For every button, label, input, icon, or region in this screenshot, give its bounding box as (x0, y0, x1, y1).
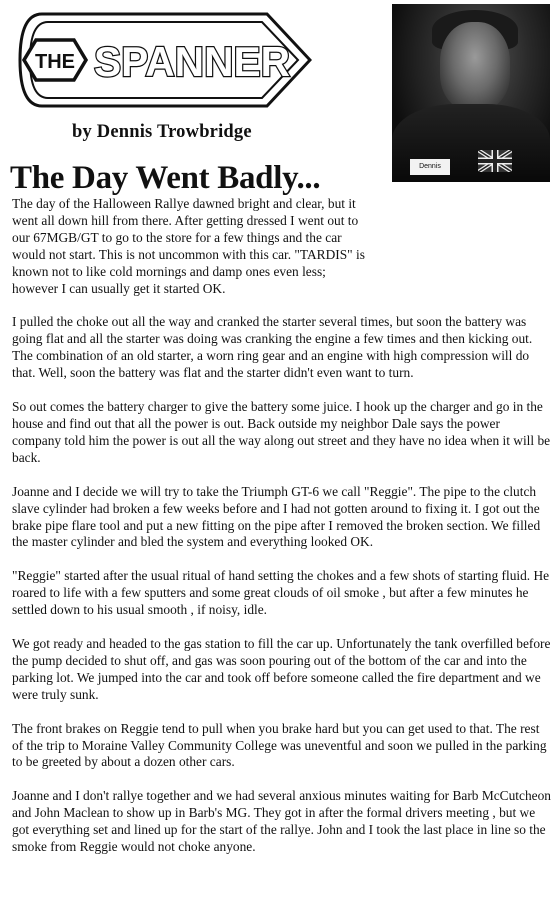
article-paragraph: "Reggie" started after the usual ritual of hand setting the chokes and a few shots of starting fluid. He roared to life with a few sputters and some great clouds of oil smoke , but after a few minutes he settled down to his usual smooth , if noisy, idle. (12, 568, 550, 618)
article-paragraph: We got ready and headed to the gas station to fill the car up. Unfortunately the tank overfilled before the pump decided to shut off, and gas was soon pouring out of the bottom of the car and into the parking lot. We jumped into the car and took off before someone called the fire department and we were truly sunk. (12, 636, 551, 702)
article-paragraph: The front brakes on Reggie tend to pull when you brake hard but you can get used to that. The rest of the trip to Moraine Valley Community College was uneventful and soon we pulled in the parking to be greeted by about a dozen other cars. (12, 720, 547, 770)
article-body (12, 196, 552, 873)
photo-face (440, 22, 510, 110)
logo-word: SPANNER (94, 38, 290, 85)
byline: by Dennis Trowbridge (72, 122, 252, 142)
masthead (6, 8, 386, 148)
name-badge: Dennis (410, 159, 450, 175)
article-paragraph: So out comes the battery charger to give the battery some juice. I hook up the charger and go in the house and find out that all the power is out. Back outside my neighbor Dale says the power company told him the power is out all the way along out street and they have no idea when it will be back. (12, 399, 551, 465)
author-photo (392, 4, 550, 182)
article-paragraph: The day of the Halloween Rallye dawned bright and clear, but it went all down hill from there. After getting dressed I went out to our 67MGB/GT to go to the store for a few things and the car would not start. This is not uncommon with this car. "TARDIS" is known not to like cold mornings and damp ones even less; however I can usually get it started OK. (12, 196, 365, 296)
logo-prefix: THE (35, 51, 75, 73)
article-headline: The Day Went Badly... (10, 160, 321, 196)
article-paragraph: Joanne and I don't rallye together and we had several anxious minutes waiting for Barb McCutcheon and John Maclean to show up in Barb's MG. They got in after the formal drivers meeting , but we got everything set and lined up for the start of the rallye. John and I took the last place in line so the smoke from Reggie would not choke anyone. (12, 788, 551, 855)
spanner-logo (12, 8, 312, 113)
article-paragraph: Joanne and I decide we will try to take the Triumph GT-6 we call "Reggie". The pipe to the clutch slave cylinder had broken a few weeks before and I had not gotten around to fixing it. I got out the brake pipe flare tool and put a new fitting on the pipe after I removed the broken section. We filled the master cylinder and bled the system and everything looked OK. (12, 483, 541, 550)
union-jack-flag-icon (478, 150, 512, 172)
article-paragraph: I pulled the choke out all the way and cranked the starter several times, but soon the battery was going flat and all the starter was doing was cranking the engine a few times and then kicking out. The combination of an old starter, a worn ring gear and an engine with high compression will do that. Well, soon the battery was flat and the starter didn't even want to turn. (12, 314, 533, 381)
